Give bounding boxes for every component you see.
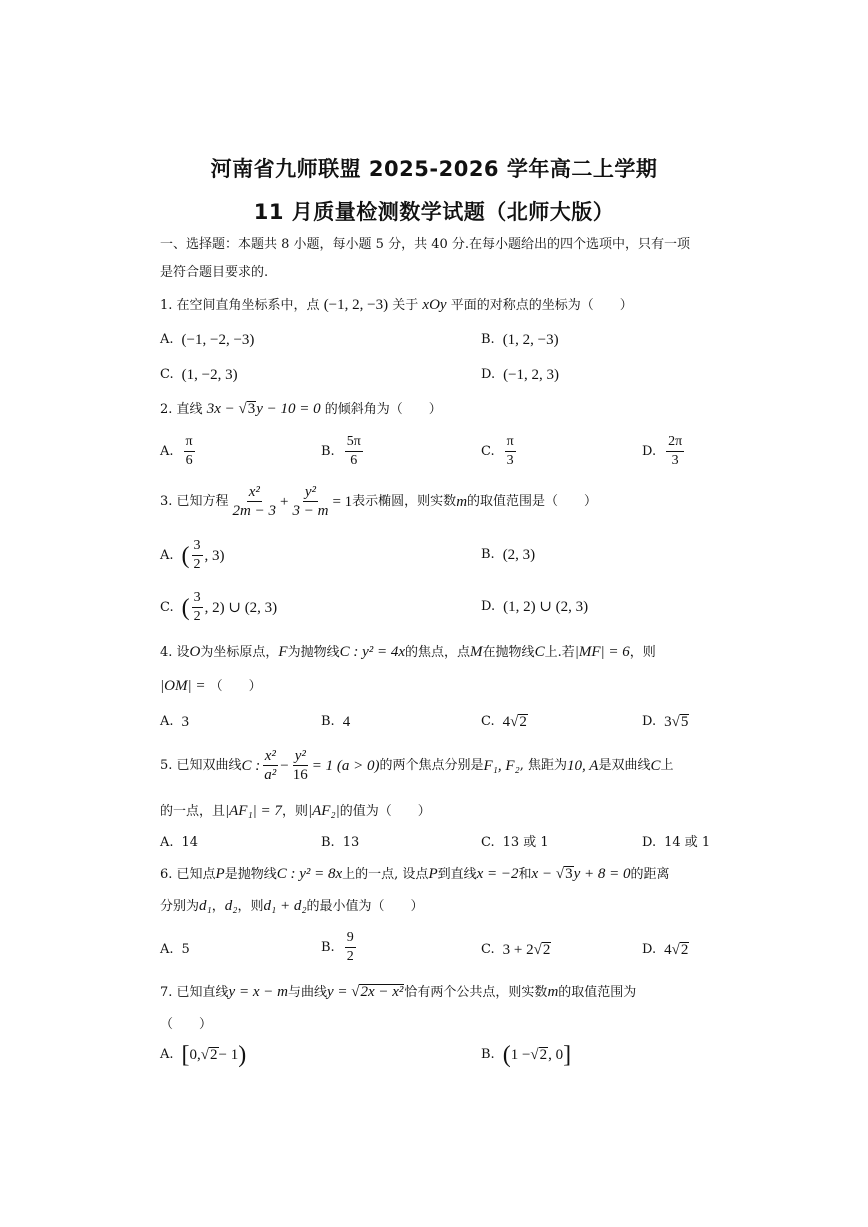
option-label: A. bbox=[160, 547, 174, 563]
q1-stem-a: 1. 在空间直角坐标系中，点 bbox=[160, 298, 320, 313]
q4-text-d: 的焦点，点 bbox=[405, 645, 471, 660]
q4-text-c: 为抛物线 bbox=[287, 645, 340, 660]
option-fraction bbox=[505, 434, 516, 469]
question-6-line2 bbox=[160, 897, 424, 916]
option-label: C. bbox=[481, 835, 495, 850]
question-1-stem bbox=[160, 296, 633, 315]
option-value: 4 bbox=[342, 714, 351, 730]
option-label: C. bbox=[160, 367, 174, 382]
q6-line-2b: y + 8 = 0 bbox=[573, 866, 631, 882]
fraction-numerator: x² bbox=[264, 748, 276, 764]
q7-text-b: 与曲线 bbox=[287, 985, 327, 1000]
q4-text-e: 在抛物线 bbox=[482, 645, 535, 660]
close-bracket: ) bbox=[238, 1042, 247, 1068]
q5-text-d: 是双曲线 bbox=[598, 757, 651, 773]
q4-option-d[interactable] bbox=[642, 713, 689, 731]
q3-option-d[interactable] bbox=[481, 598, 588, 616]
q5-text-c: , 焦距为 bbox=[519, 757, 568, 773]
q5-text-b: 的两个焦点分别是 bbox=[379, 757, 484, 773]
fraction-numerator: y² bbox=[294, 748, 306, 764]
option-label: C. bbox=[481, 714, 495, 729]
q3-stem-b: 表示椭圆，则实数 bbox=[352, 493, 457, 509]
q4-focus: F bbox=[278, 644, 288, 660]
q5-line2-b: ，则 bbox=[281, 804, 308, 819]
option-label: A. bbox=[160, 1047, 174, 1062]
close-bracket: ] bbox=[563, 1042, 572, 1068]
fraction-denominator: a² bbox=[264, 767, 277, 783]
q2-stem-b: 的倾斜角为（ ） bbox=[324, 402, 442, 417]
option-label: D. bbox=[642, 835, 657, 850]
q2-option-d[interactable] bbox=[642, 434, 686, 469]
fraction-denominator: 6 bbox=[350, 453, 358, 468]
fraction-denominator: 3 − m bbox=[292, 503, 329, 519]
q4-om: |OM| = bbox=[160, 678, 206, 694]
option-label: A. bbox=[160, 714, 174, 729]
fraction-numerator: x² bbox=[248, 484, 260, 500]
option-pre: 3 + 2 bbox=[502, 942, 534, 958]
option-label: D. bbox=[642, 443, 657, 459]
exam-title-line2: 11 月质量检测数学试题（北师大版） bbox=[253, 200, 615, 224]
option-label: B. bbox=[321, 939, 335, 955]
q6-line2-c: ，则 bbox=[237, 899, 264, 914]
option-fraction bbox=[192, 538, 203, 573]
q7-curve-radicand: 2x − x² bbox=[360, 984, 404, 1000]
option-label: A. bbox=[160, 942, 174, 957]
q2-eq-b: y − 10 = 0 bbox=[256, 401, 321, 417]
q5-option-a[interactable] bbox=[160, 834, 198, 852]
sqrt-sign-icon: √ bbox=[510, 714, 519, 730]
fraction-numerator: π bbox=[505, 434, 516, 452]
q1-point: (−1, 2, −3) bbox=[323, 297, 389, 313]
option-value: (1, 2) ∪ (2, 3) bbox=[503, 599, 589, 615]
q6-d2: d₂ bbox=[224, 898, 238, 914]
q6-line2-d: 的最小值为（ ） bbox=[306, 899, 424, 914]
option-coef: 4 bbox=[502, 714, 511, 730]
q1-option-b[interactable] bbox=[481, 331, 559, 349]
q6-point-p: P bbox=[215, 866, 225, 882]
option-label: A. bbox=[160, 443, 174, 459]
q2-eq-a: 3x − bbox=[206, 401, 239, 417]
option-radicand: 2 bbox=[542, 942, 551, 958]
q7-text-a: 7. 已知直线 bbox=[160, 985, 229, 1000]
option-label: C. bbox=[481, 443, 495, 459]
q6-text-d: 到直线 bbox=[437, 867, 477, 882]
q5-fraction-2 bbox=[291, 748, 310, 783]
option-value: 14 bbox=[181, 835, 199, 850]
q3-stem-a: 3. 已知方程 bbox=[160, 493, 229, 509]
fraction-numerator: 3 bbox=[192, 590, 203, 608]
open-bracket: ( bbox=[502, 1042, 511, 1068]
q6-text-b: 是抛物线 bbox=[224, 867, 277, 882]
q7-var-m: m bbox=[547, 984, 559, 1000]
fraction-numerator: 9 bbox=[345, 930, 356, 948]
q4-text-f: 上.若 bbox=[544, 645, 575, 660]
q4-origin: O bbox=[189, 644, 201, 660]
option-label: B. bbox=[481, 332, 495, 347]
q6-text-e: 和 bbox=[518, 867, 532, 882]
q3-fraction-1 bbox=[231, 484, 278, 519]
option-value: 3 bbox=[181, 714, 190, 730]
q6-parabola: C : y² = 8x bbox=[276, 866, 343, 882]
q7-option-a[interactable] bbox=[160, 1042, 247, 1068]
question-2-stem bbox=[160, 400, 442, 419]
q1-option-c[interactable] bbox=[160, 366, 238, 384]
option-label: C. bbox=[481, 942, 495, 957]
q5-foci: F₁, F₂ bbox=[483, 757, 520, 774]
q2-eq-radicand: 3 bbox=[247, 401, 256, 417]
option-label: B. bbox=[481, 1047, 495, 1062]
q6-text-c: 上的一点, 设点 bbox=[342, 867, 429, 882]
q6-point-p2: P bbox=[428, 866, 438, 882]
option-label: D. bbox=[481, 599, 496, 614]
option-value: (1, 2, −3) bbox=[502, 332, 559, 348]
fraction-numerator: 2π bbox=[666, 434, 684, 452]
option-radicand: 2 bbox=[539, 1047, 548, 1063]
exam-title-line1: 河南省九师联盟 2025-2026 学年高二上学期 bbox=[210, 157, 658, 181]
option-label: B. bbox=[321, 835, 335, 850]
fraction-denominator: 2 bbox=[346, 949, 354, 964]
q6-line-2-radicand: 3 bbox=[565, 866, 573, 882]
q6-option-d[interactable] bbox=[642, 941, 689, 959]
sqrt-sign-icon: √ bbox=[671, 942, 680, 958]
option-label: B. bbox=[481, 547, 495, 562]
sqrt-sign-icon: √ bbox=[555, 866, 565, 882]
q2-option-a[interactable] bbox=[160, 434, 197, 469]
option-part-b: − 1 bbox=[218, 1047, 239, 1063]
q4-text-g: ，则 bbox=[629, 645, 656, 660]
q7-text-c: 恰有两个公共点，则实数 bbox=[404, 985, 548, 1000]
q5-option-b[interactable] bbox=[321, 834, 359, 852]
q5-line2-a: 的一点，且 bbox=[160, 804, 226, 819]
option-label: B. bbox=[321, 714, 335, 729]
q6-line2-b: ， bbox=[211, 899, 225, 914]
option-value: 14 或 1 bbox=[664, 835, 711, 850]
q1-option-d[interactable] bbox=[481, 366, 559, 384]
q5-condition: = 1 (a > 0) bbox=[311, 757, 380, 774]
fraction-denominator: 6 bbox=[185, 453, 193, 468]
question-3-stem bbox=[160, 484, 597, 519]
sqrt-sign-icon: √ bbox=[351, 984, 360, 1000]
q5-c-label: C : bbox=[241, 757, 261, 774]
q5-af2: |AF₂| bbox=[307, 803, 340, 819]
q4-text-b: 为坐标原点， bbox=[200, 645, 279, 660]
q1-plane: xOy bbox=[422, 297, 447, 313]
option-value: (2, 3) bbox=[502, 547, 536, 563]
q5-focal: 10, A bbox=[567, 757, 599, 774]
question-4-line2 bbox=[160, 677, 262, 696]
q3-fraction-2 bbox=[290, 484, 330, 519]
section-instruction-line2: 是符合题目要求的. bbox=[160, 265, 269, 280]
q7-line-eq: y = x − m bbox=[228, 984, 288, 1000]
q4-text-a: 4. 设 bbox=[160, 645, 190, 660]
sqrt-sign-icon: √ bbox=[671, 714, 680, 730]
q6-text-f: 的距离 bbox=[630, 867, 670, 882]
option-radicand: 2 bbox=[210, 1047, 218, 1063]
q4-option-b[interactable] bbox=[321, 713, 350, 731]
fraction-denominator: 2 bbox=[193, 557, 201, 572]
q7-option-b[interactable] bbox=[481, 1042, 572, 1068]
open-paren-icon: ( bbox=[181, 594, 190, 621]
q3-option-c[interactable] bbox=[160, 590, 277, 625]
q1-stem-c: 平面的对称点的坐标为（ ） bbox=[450, 298, 633, 313]
q3-option-b[interactable] bbox=[481, 546, 535, 564]
question-6-line1 bbox=[160, 865, 669, 884]
fraction-numerator: 3 bbox=[192, 538, 203, 556]
q7-curve-a: y = bbox=[326, 984, 352, 1000]
fraction-denominator: 2m − 3 bbox=[232, 503, 277, 519]
open-paren-icon: ( bbox=[181, 542, 190, 569]
q6-sum: d₁ + d₂ bbox=[263, 898, 307, 914]
q4-option-c[interactable] bbox=[481, 713, 528, 731]
option-rest: , 3) bbox=[204, 547, 225, 564]
option-value: 13 bbox=[342, 835, 360, 850]
q5-curve-c: C bbox=[650, 757, 661, 774]
q5-line2-c: 的值为（ ） bbox=[339, 804, 431, 819]
fraction-denominator: 3 bbox=[506, 453, 514, 468]
q6-line-1: x = −2 bbox=[476, 866, 519, 882]
option-label: A. bbox=[160, 332, 174, 347]
q6-option-a[interactable] bbox=[160, 941, 190, 959]
section-instruction-line1: 一、选择题：本题共 8 小题，每小题 5 分，共 40 分.在每小题给出的四个选项中，只有一项 bbox=[160, 237, 691, 252]
q4-point-m: M bbox=[470, 644, 483, 660]
option-label: C. bbox=[160, 599, 174, 615]
fraction-denominator: 2 bbox=[193, 609, 201, 624]
option-label: D. bbox=[642, 942, 657, 957]
option-part-a: 1 − bbox=[510, 1047, 531, 1063]
q6-d1: d₁ bbox=[199, 898, 212, 914]
q6-line2-a: 分别为 bbox=[160, 899, 200, 914]
q4-parabola: C : y² = 4x bbox=[339, 644, 406, 660]
q3-plus: + bbox=[280, 493, 289, 510]
q5-af1: |AF₁| = 7 bbox=[225, 803, 282, 819]
q4-blank: （ ） bbox=[209, 679, 262, 694]
q5-text-e: 上 bbox=[660, 757, 674, 773]
q3-var: m bbox=[456, 493, 468, 510]
q3-option-a[interactable] bbox=[160, 538, 225, 573]
option-fraction bbox=[666, 434, 684, 469]
option-fraction bbox=[345, 434, 363, 469]
option-coef: 4 bbox=[664, 942, 672, 958]
q2-option-c[interactable] bbox=[481, 434, 518, 469]
option-value: 5 bbox=[181, 942, 190, 957]
q1-option-a[interactable] bbox=[160, 331, 254, 349]
q5-text-a: 5. 已知双曲线 bbox=[160, 757, 242, 773]
fraction-numerator: π bbox=[184, 434, 195, 452]
option-fraction bbox=[345, 930, 356, 965]
option-label: A. bbox=[160, 835, 174, 850]
option-label: B. bbox=[321, 443, 335, 459]
option-label: D. bbox=[642, 714, 657, 729]
option-radicand: 2 bbox=[680, 942, 689, 958]
fraction-numerator: y² bbox=[304, 484, 317, 500]
q4-option-a[interactable] bbox=[160, 713, 189, 731]
option-value: (−1, 2, 3) bbox=[503, 367, 560, 383]
fraction-numerator: 5π bbox=[345, 434, 363, 452]
q6-text-a: 6. 已知点 bbox=[160, 867, 216, 882]
option-radicand: 5 bbox=[680, 714, 689, 730]
q5-minus: − bbox=[280, 757, 289, 774]
question-5-line1 bbox=[160, 748, 674, 783]
sqrt-sign-icon: √ bbox=[200, 1047, 210, 1063]
q6-option-c[interactable] bbox=[481, 941, 551, 959]
option-fraction bbox=[192, 590, 203, 625]
sqrt-sign-icon: √ bbox=[533, 942, 542, 958]
q7-text-d: 的取值范围为 bbox=[558, 985, 637, 1000]
q6-option-b[interactable] bbox=[321, 930, 358, 965]
option-value: 13 或 1 bbox=[502, 835, 549, 850]
option-part-a: 0, bbox=[189, 1047, 201, 1063]
question-7-line2: （ ） bbox=[160, 1017, 213, 1032]
q1-stem-b: 关于 bbox=[392, 298, 419, 313]
q2-option-b[interactable] bbox=[321, 434, 365, 469]
open-bracket: [ bbox=[181, 1042, 190, 1068]
q5-option-c[interactable] bbox=[481, 834, 549, 852]
sqrt-sign-icon: √ bbox=[530, 1047, 539, 1063]
q2-stem-a: 2. 直线 bbox=[160, 402, 203, 417]
question-5-line2 bbox=[160, 802, 431, 821]
q5-fraction-1 bbox=[262, 748, 278, 783]
q3-stem-c: 的取值范围是（ ） bbox=[467, 493, 598, 509]
option-value: (1, −2, 3) bbox=[181, 367, 238, 383]
option-rest: , 2) ∪ (2, 3) bbox=[204, 599, 278, 616]
question-7-line1 bbox=[160, 983, 636, 1002]
q4-curve-c: C bbox=[534, 644, 545, 660]
q6-line-2a: x − bbox=[531, 866, 556, 882]
fraction-denominator: 16 bbox=[292, 767, 308, 783]
fraction-denominator: 3 bbox=[671, 453, 679, 468]
option-part-b: , 0 bbox=[548, 1047, 564, 1063]
question-4-line1 bbox=[160, 643, 656, 662]
sqrt-sign-icon: √ bbox=[238, 401, 247, 417]
q5-option-d[interactable] bbox=[642, 834, 710, 852]
q4-mf: |MF| = 6 bbox=[574, 644, 630, 660]
option-coef: 3 bbox=[664, 714, 672, 730]
option-radicand: 2 bbox=[519, 714, 527, 730]
option-label: D. bbox=[481, 367, 496, 382]
option-value: (−1, −2, −3) bbox=[181, 332, 255, 348]
option-fraction bbox=[184, 434, 195, 469]
q3-equals: = 1 bbox=[332, 493, 353, 510]
